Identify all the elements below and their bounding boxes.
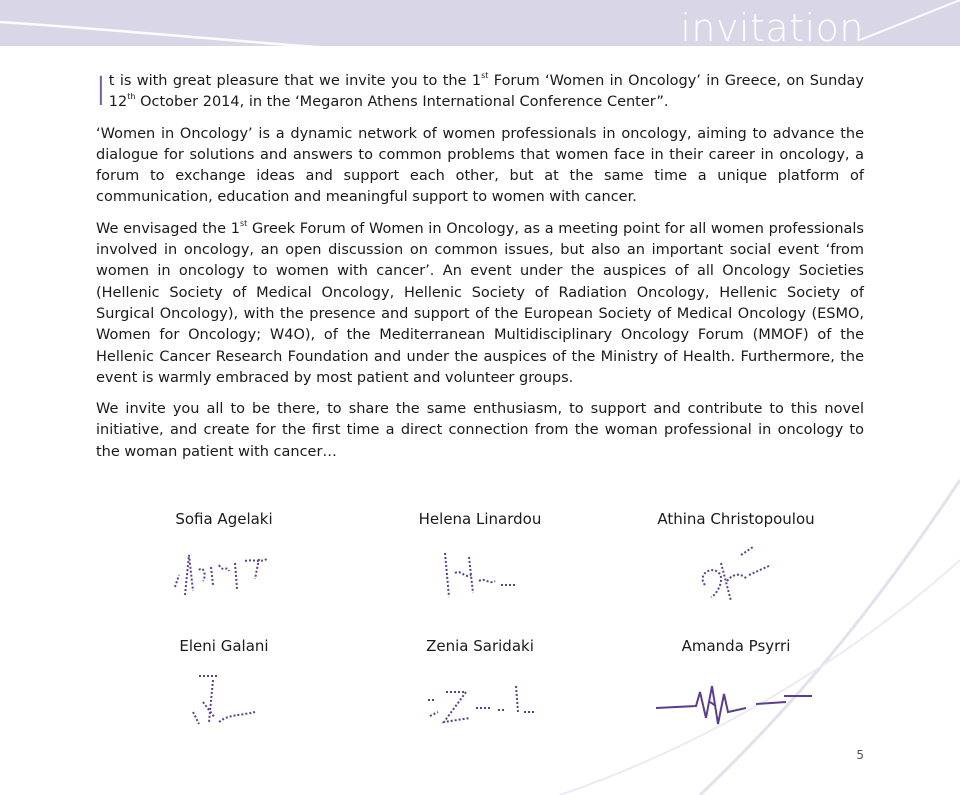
signatory xyxy=(608,505,864,632)
signature-mark xyxy=(691,545,781,605)
page-number: 5 xyxy=(856,748,864,762)
signatory-name: Helena Linardou xyxy=(418,510,542,528)
paragraph-network: ‘Women in Oncology’ is a dynamic network of women professionals in oncology, aiming to advance the dialogue for solutions and answers to common problems that women face in their career in oncology, a forum to exchange ideas and support each other, but at the same time a unique platform of communication, education and meaningful support to women with cancer. xyxy=(96,125,864,206)
signature-mark xyxy=(169,545,279,605)
signatory xyxy=(96,632,352,759)
signatory xyxy=(352,505,608,632)
signatures xyxy=(96,505,864,759)
drop-cap: I xyxy=(95,69,107,115)
paragraph-closing: We invite you all to be there, to share the same enthusiasm, to support and contribute to this novel initiative, and create for the first time a direct connection from the woman professional in oncology to the woman patient with cancer… xyxy=(96,401,864,460)
signatory-name: Eleni Galani xyxy=(179,637,269,655)
header-title: invitation xyxy=(680,6,864,50)
intro-paragraph: It is with great pleasure that we invite you to the 1st Forum ‘Women in Oncology’ in Greece, on Sunday 12th October 2014, in the ‘Megaron Athens International Conference Center”. xyxy=(95,69,864,115)
signatory xyxy=(352,632,608,759)
signatory-name: Zenia Saridaki xyxy=(426,637,534,655)
signature-mark xyxy=(420,672,540,732)
signatory-name: Sofia Agelaki xyxy=(175,510,273,528)
signatory xyxy=(96,505,352,632)
signatory xyxy=(608,632,864,759)
signature-mark xyxy=(435,545,525,605)
invitation-text xyxy=(96,71,864,473)
signature-mark xyxy=(179,672,269,732)
signatory-name: Athina Christopoulou xyxy=(657,510,815,528)
signatory-name: Amanda Psyrri xyxy=(681,637,791,655)
signature-mark xyxy=(656,672,816,732)
paragraph-forum: We envisaged the 1st Greek Forum of Women in Oncology, as a meeting point for all women professionals involved in oncology, an open discussion on common issues, but also an important social event ‘from women in oncology to women with cancer’. An event under the auspices of all Oncology Societies (Hellenic Society of Medical Oncology, Hellenic Society of Radiation Oncology, Hellenic Society of Surgical Oncology), with the presence and support of the European Society of Medical Oncology (ESMO, Women for Oncology; W4O), of the Mediterranean Multidisciplinary Oncology Forum (MMOF) of the Hellenic Cancer Research Foundation and under the auspices of the Ministry of Health. Furthermore, the event is warmly embraced by most patient and volunteer groups. xyxy=(96,218,864,386)
